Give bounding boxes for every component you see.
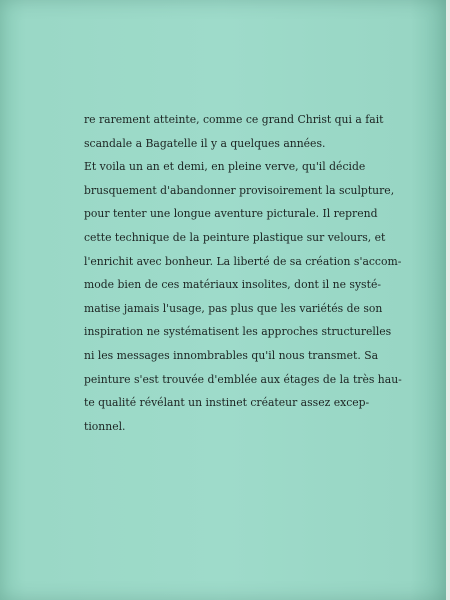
text-line: brusquement d'abandonner provisoirement la sculpture, bbox=[84, 183, 395, 197]
text-line: mode bien de ces matériaux insolites, dont il ne systé- bbox=[84, 278, 381, 292]
text-line: inspiration ne systématisent les approches structurelles bbox=[84, 325, 392, 339]
text-line: scandale a Bagatelle il y a quelques années. bbox=[84, 136, 326, 150]
text-line: peinture s'est trouvée d'emblée aux étages de la très hau- bbox=[84, 372, 402, 386]
text-line: Et voila un an et demi, en pleine verve, qu'il décide bbox=[84, 160, 366, 174]
page-edge bbox=[446, 0, 450, 600]
text-line: te qualité révélant un instinet créateur assez excep- bbox=[84, 396, 370, 410]
text-line: l'enrichit avec bonheur. La liberté de sa création s'accom- bbox=[84, 254, 402, 268]
text-line: cette technique de la peinture plastique sur velours, et bbox=[84, 230, 386, 244]
text-line: re rarement atteinte, comme ce grand Christ qui a fait bbox=[84, 113, 384, 126]
text-line: matise jamais l'usage, pas plus que les variétés de son bbox=[84, 301, 383, 315]
text-line: ni les messages innombrables qu'il nous transmet. Sa bbox=[84, 348, 379, 362]
text-line: pour tenter une longue aventure picturale. Il reprend bbox=[84, 207, 378, 221]
body-text bbox=[84, 108, 402, 438]
text-line: tionnel. bbox=[84, 419, 126, 433]
